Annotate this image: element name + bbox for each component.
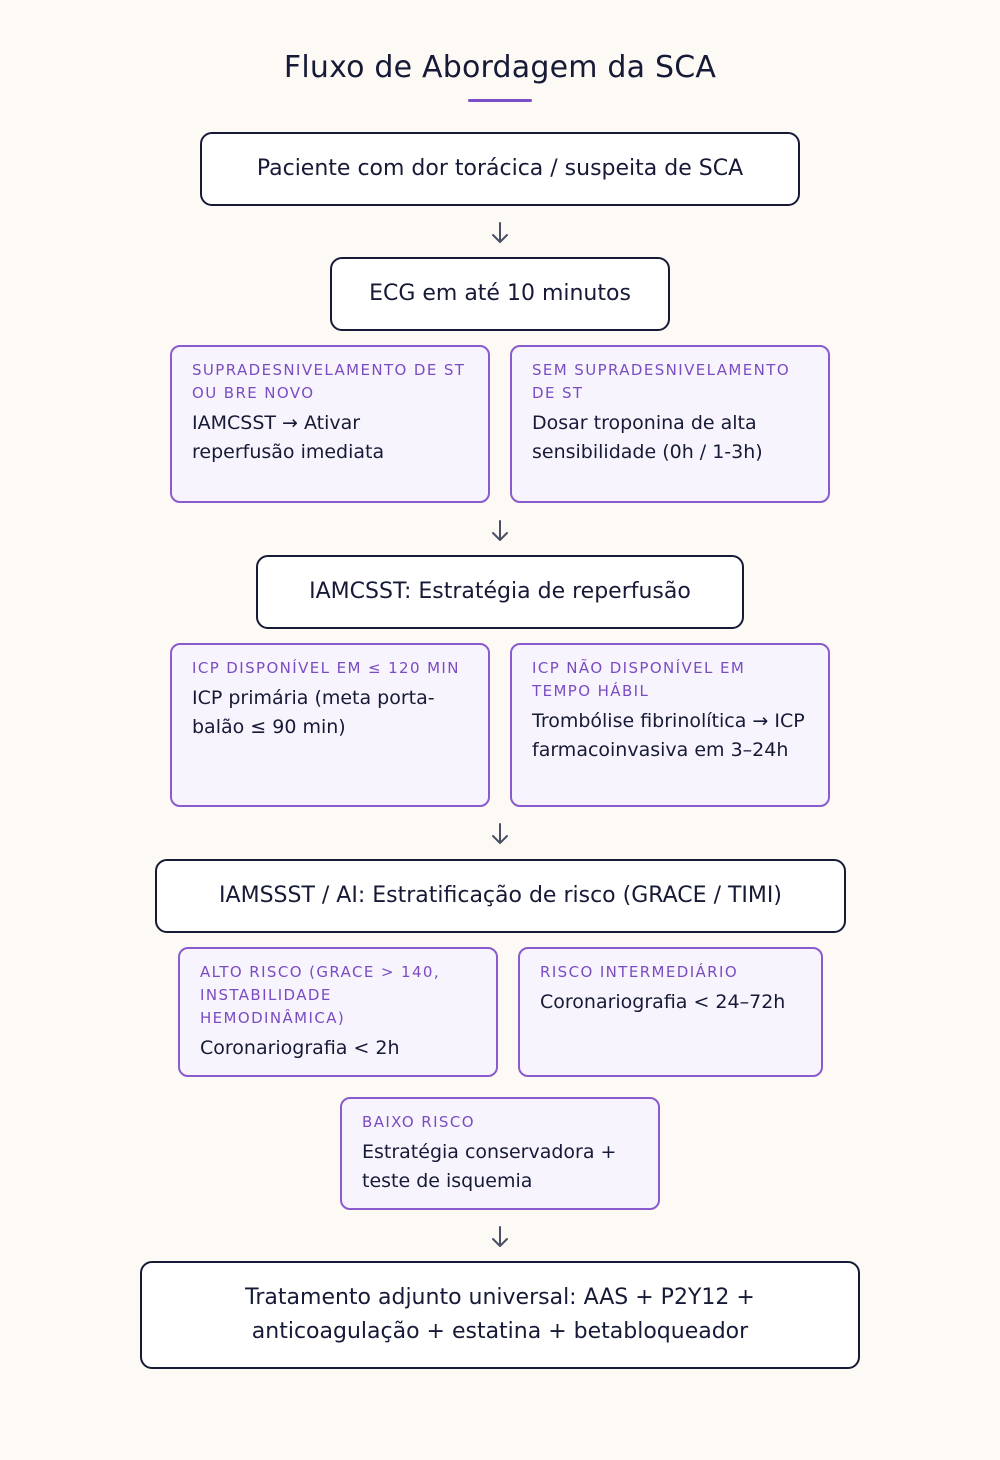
option-text: ICP primária (meta porta-balão ≤ 90 min) <box>192 687 435 738</box>
option-label: ICP NÃO DISPONÍVEL EM TEMPO HÁBIL <box>532 659 746 700</box>
title-underline <box>468 99 532 102</box>
ecg-option-st-elevation <box>170 345 490 503</box>
reperfusion-option-icp-available <box>170 643 490 807</box>
step-start-text: Paciente com dor torácica / suspeita de SCA <box>256 156 744 181</box>
risk-option-low <box>340 1097 660 1210</box>
step-ecg-box <box>330 257 670 331</box>
option-label: BAIXO RISCO <box>362 1113 475 1131</box>
risk-option-high <box>178 947 498 1077</box>
option-label: ICP DISPONÍVEL EM ≤ 120 MIN <box>192 659 460 677</box>
option-text: Trombólise fibrinolítica → ICP farmacoinvasiva em 3–24h <box>532 710 805 761</box>
step-iamssst-text: IAMSSST / AI: Estratificação de risco (GRACE / TIMI) <box>219 883 782 908</box>
step-final-box <box>140 1261 860 1369</box>
option-label: RISCO INTERMEDIÁRIO <box>540 963 739 981</box>
step-iamcsst-box <box>256 555 744 629</box>
option-label: SEM SUPRADESNIVELAMENTO DE ST <box>532 361 791 402</box>
step-start-box <box>200 132 800 206</box>
step-iamcsst-text: IAMCSST: Estratégia de reperfusão <box>309 579 691 604</box>
step-ecg-text: ECG em até 10 minutos <box>369 281 631 306</box>
option-label: ALTO RISCO (GRACE > 140, INSTABILIDADE HEMODINÂMICA) <box>200 963 441 1027</box>
ecg-option-no-st-elevation <box>510 345 830 503</box>
arrow-down-icon <box>485 1222 515 1252</box>
option-text: Estratégia conservadora + teste de isquemia <box>362 1141 617 1192</box>
step-iamssst-box <box>155 859 846 933</box>
arrow-down-icon <box>485 819 515 849</box>
option-text: IAMCSST → Ativar reperfusão imediata <box>192 412 385 463</box>
option-text: Coronariografia < 24–72h <box>540 991 786 1013</box>
page-title: Fluxo de Abordagem da SCA <box>283 50 717 85</box>
option-text: Dosar troponina de alta sensibilidade (0h / 1-3h) <box>532 412 763 463</box>
option-label: SUPRADESNIVELAMENTO DE ST OU BRE NOVO <box>192 361 466 402</box>
step-final-text: Tratamento adjunto universal: AAS + P2Y12 + anticoagulação + estatina + betabloqueador <box>245 1285 755 1344</box>
arrow-down-icon <box>485 516 515 546</box>
risk-option-intermediate <box>518 947 823 1077</box>
option-text: Coronariografia < 2h <box>200 1037 400 1059</box>
reperfusion-option-icp-unavailable <box>510 643 830 807</box>
arrow-down-icon <box>485 218 515 248</box>
